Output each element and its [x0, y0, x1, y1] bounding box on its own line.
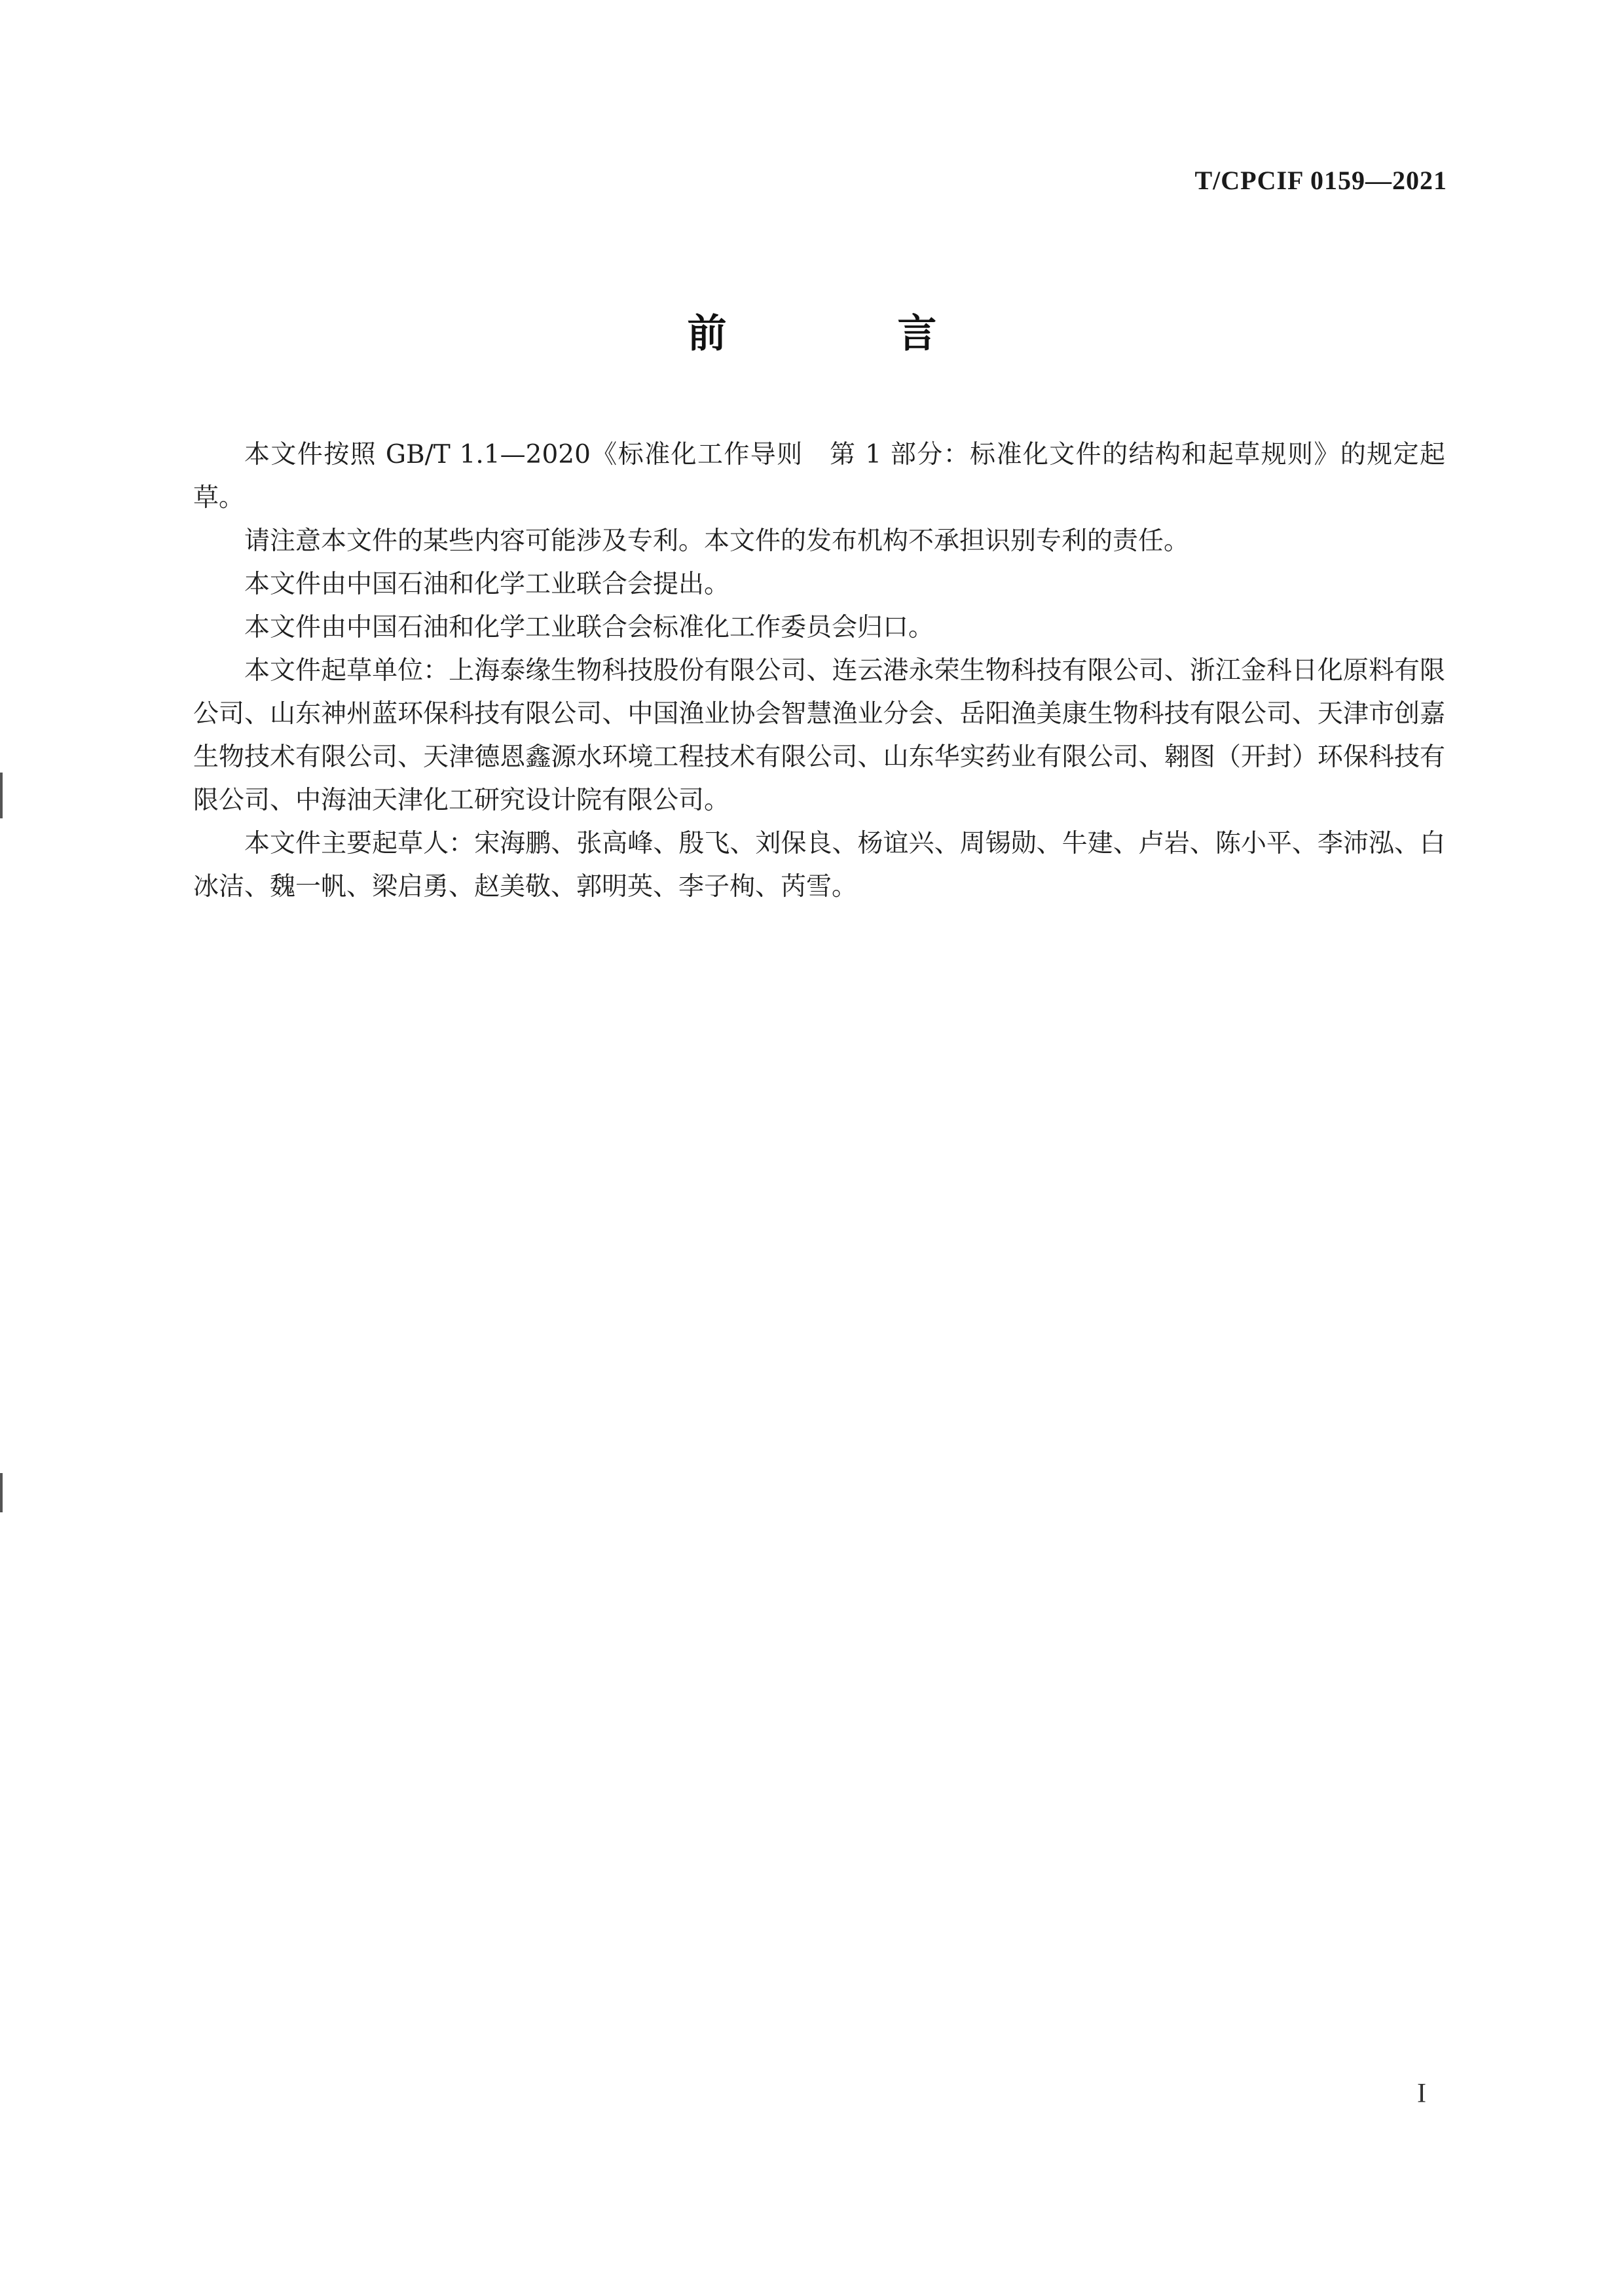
- foreword-body: [193, 433, 1445, 909]
- paragraph-drafting-units: 本文件起草单位：上海泰缘生物科技股份有限公司、连云港永荣生物科技有限公司、浙江金科日化原料有限公司、山东神州蓝环保科技有限公司、中国渔业协会智慧渔业分会、岳阳渔美康生物科技有限公司、天津市创嘉生物技术有限公司、天津德恩鑫源水环境工程技术有限公司、山东华实药业有限公司、翱图（开封）环保科技有限公司、中海油天津化工研究设计院有限公司。: [193, 656, 1445, 815]
- scan-edge-mark: [0, 1473, 3, 1512]
- paragraph-drafting-rules: 本文件按照 GB/T 1.1—2020《标准化工作导则 第 1 部分：标准化文件的结构和起草规则》的规定起草。: [193, 440, 1445, 513]
- paragraph-main-drafters: 本文件主要起草人：宋海鹏、张高峰、殷飞、刘保良、杨谊兴、周锡勋、牛建、卢岩、陈小平、李沛泓、白冰洁、魏一帆、梁启勇、赵美敬、郭明英、李子栒、芮雪。: [193, 829, 1445, 902]
- paragraph-centralized-by: 本文件由中国石油和化学工业联合会标准化工作委员会归口。: [244, 613, 934, 642]
- foreword-title: 前 言: [687, 311, 1016, 357]
- page-number: I: [1417, 2079, 1426, 2109]
- paragraph-patent-notice: 请注意本文件的某些内容可能涉及专利。本文件的发布机构不承担识别专利的责任。: [244, 526, 1190, 556]
- paragraph-proposed-by: 本文件由中国石油和化学工业联合会提出。: [244, 570, 730, 599]
- document-number: T/CPCIF 0159—2021: [1194, 166, 1447, 195]
- scan-edge-mark: [0, 773, 3, 818]
